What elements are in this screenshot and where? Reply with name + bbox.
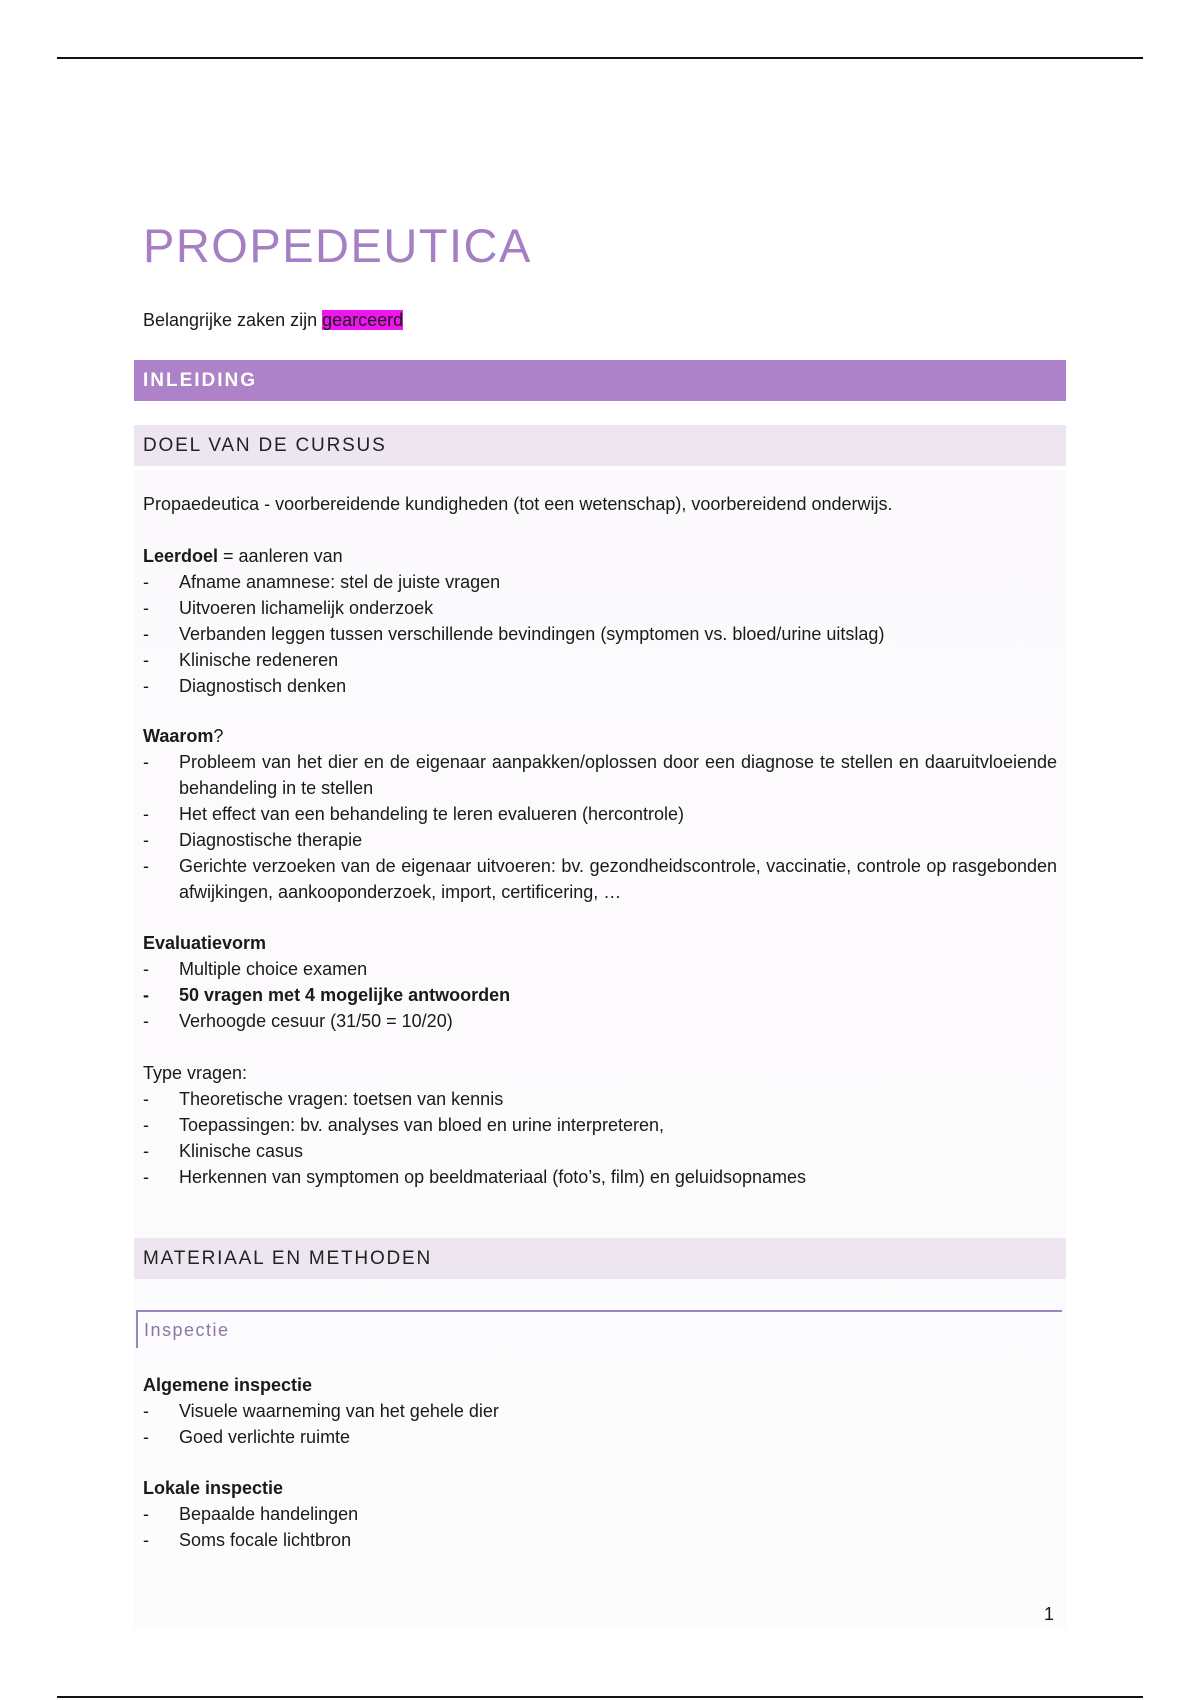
evaluatie-label: Evaluatievorm	[143, 933, 267, 953]
leerdoel-suffix: = aanleren van	[218, 546, 343, 566]
list-item: - Visuele waarneming van het gehele dier	[143, 1398, 1057, 1424]
list-item: - Verbanden leggen tussen verschillende bevindingen (symptomen vs. bloed/urine uitslag)	[143, 621, 1057, 647]
subheading-inspectie	[136, 1310, 1062, 1348]
lokale-block	[143, 1475, 1057, 1553]
bottom-rule	[57, 1696, 1143, 1698]
list-item: - Uitvoeren lichamelijk onderzoek	[143, 595, 1057, 621]
intro-text: Belangrijke zaken zijn	[143, 310, 323, 330]
list-item: - Gerichte verzoeken van de eigenaar uitvoeren: bv. gezondheidscontrole, vaccinatie, controle op rasgebonden afwijkingen, aankooponderzoek, import, certificering, …	[143, 853, 1057, 905]
algemene-label: Algemene inspectie	[143, 1375, 313, 1395]
waarom-list	[143, 749, 1057, 905]
section-heading-doel	[134, 425, 1066, 466]
heading-doel-text: DOEL VAN DE CURSUS	[143, 435, 387, 456]
list-item: - Het effect van een behandeling te leren evalueren (hercontrole)	[143, 801, 1057, 827]
type-vragen-block	[143, 1060, 1057, 1190]
top-rule	[57, 57, 1143, 59]
list-item: - 50 vragen met 4 mogelijke antwoorden	[143, 982, 1057, 1008]
waarom-heading	[143, 723, 1057, 749]
type-vragen-label: Type vragen:	[143, 1063, 248, 1083]
highlighted-word: gearceerd	[322, 310, 404, 330]
definition-paragraph: Propaedeutica - voorbereidende kundigheden (tot een wetenschap), voorbereidend onderwijs.	[143, 494, 893, 514]
waarom-label: Waarom	[143, 726, 214, 746]
lokale-list	[143, 1501, 1057, 1553]
list-item: - Probleem van het dier en de eigenaar aanpakken/oplossen door een diagnose te stellen en daaruitvloeiende behandeling in te stellen	[143, 749, 1057, 801]
page-number: 1	[1044, 1604, 1055, 1624]
list-item: - Afname anamnese: stel de juiste vragen	[143, 569, 1057, 595]
list-item: - Klinische redeneren	[143, 647, 1057, 673]
algemene-block	[143, 1372, 1057, 1450]
section-heading-inleiding	[134, 360, 1066, 401]
leerdoel-label: Leerdoel	[143, 546, 219, 566]
intro-line	[143, 310, 403, 331]
list-item: - Toepassingen: bv. analyses van bloed en urine interpreteren,	[143, 1112, 1057, 1138]
list-item: - Verhoogde cesuur (31/50 = 10/20)	[143, 1008, 1057, 1034]
list-item: - Goed verlichte ruimte	[143, 1424, 1057, 1450]
list-item: - Soms focale lichtbron	[143, 1527, 1057, 1553]
list-item: - Multiple choice examen	[143, 956, 1057, 982]
document-title: PROPEDEUTICA	[143, 219, 532, 272]
leerdoel-block	[143, 543, 1057, 699]
leerdoel-heading	[143, 543, 1057, 569]
evaluatie-list	[143, 956, 1057, 1034]
list-item: - Bepaalde handelingen	[143, 1501, 1057, 1527]
section-heading-materiaal	[134, 1238, 1066, 1279]
algemene-list	[143, 1398, 1057, 1450]
list-item: - Diagnostisch denken	[143, 673, 1057, 699]
list-item: - Diagnostische therapie	[143, 827, 1057, 853]
heading-materiaal-text: MATERIAAL EN METHODEN	[143, 1248, 433, 1269]
evaluatie-block	[143, 930, 1057, 1034]
list-item: - Herkennen van symptomen op beeldmateriaal (foto’s, film) en geluidsopnames	[143, 1164, 1057, 1190]
type-vragen-list	[143, 1086, 1057, 1190]
heading-inleiding-text: INLEIDING	[143, 370, 258, 391]
list-item: - Klinische casus	[143, 1138, 1057, 1164]
waarom-suffix: ?	[213, 726, 224, 746]
leerdoel-list	[143, 569, 1057, 699]
lokale-label: Lokale inspectie	[143, 1478, 284, 1498]
waarom-block	[143, 723, 1057, 905]
list-item: - Theoretische vragen: toetsen van kennis	[143, 1086, 1057, 1112]
heading-inspectie-text: Inspectie	[144, 1320, 230, 1340]
